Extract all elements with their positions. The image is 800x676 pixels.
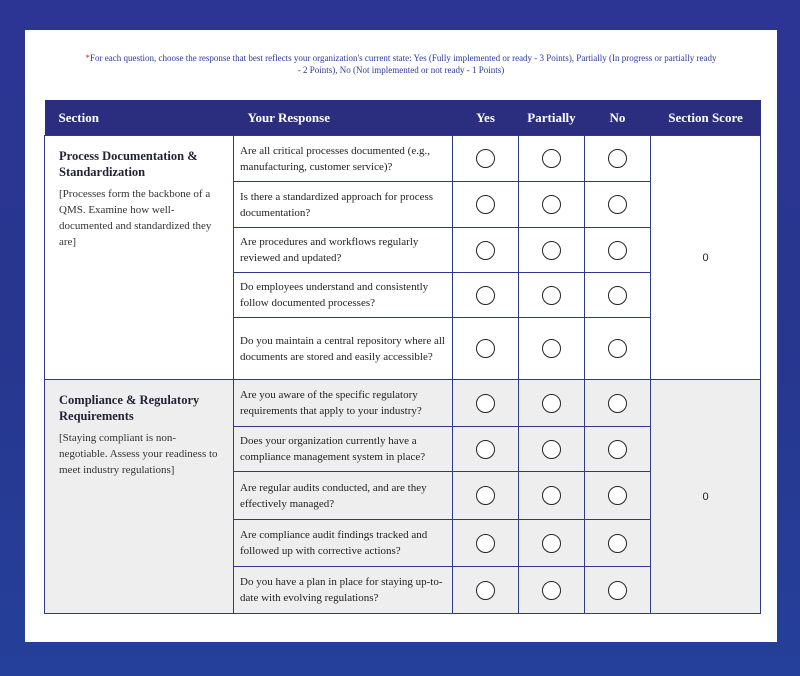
- radio-yes[interactable]: [476, 339, 495, 358]
- radio-yes[interactable]: [476, 581, 495, 600]
- radio-partially[interactable]: [542, 241, 561, 260]
- radio-partially[interactable]: [542, 486, 561, 505]
- radio-partially[interactable]: [542, 534, 561, 553]
- assessment-table: [44, 100, 761, 614]
- radio-cell-partially: [519, 567, 585, 614]
- radio-cell-partially: [519, 228, 585, 273]
- table-header-row: [45, 100, 761, 136]
- header-response: Your Response: [234, 100, 453, 136]
- radio-yes[interactable]: [476, 241, 495, 260]
- question-text: Do you maintain a central repository where all documents are stored and easily accessible?: [234, 318, 453, 380]
- radio-no[interactable]: [608, 534, 627, 553]
- section-cell: [45, 380, 234, 614]
- instructions-text: [85, 52, 717, 76]
- radio-cell-no: [585, 228, 651, 273]
- radio-cell-no: [585, 380, 651, 427]
- header-yes: Yes: [453, 100, 519, 136]
- radio-cell-partially: [519, 472, 585, 520]
- section-score: 0: [651, 136, 761, 380]
- radio-cell-partially: [519, 380, 585, 427]
- radio-partially[interactable]: [542, 286, 561, 305]
- radio-cell-partially: [519, 318, 585, 380]
- radio-cell-yes: [453, 427, 519, 472]
- question-text: Are you aware of the specific regulatory requirements that apply to your industry?: [234, 380, 453, 427]
- radio-no[interactable]: [608, 286, 627, 305]
- radio-cell-partially: [519, 520, 585, 567]
- radio-cell-yes: [453, 472, 519, 520]
- required-asterisk: *: [85, 53, 90, 63]
- radio-no[interactable]: [608, 339, 627, 358]
- radio-cell-partially: [519, 427, 585, 472]
- radio-cell-yes: [453, 380, 519, 427]
- radio-no[interactable]: [608, 440, 627, 459]
- header-section: Section: [45, 100, 234, 136]
- radio-no[interactable]: [608, 486, 627, 505]
- instructions-body: For each question, choose the response that best reflects your organization's current state: Yes (Fully implemented or ready - 3 Points), Partially (In progress or partially ready - 2 Points), No (Not implemented or not ready - 1 Points): [89, 53, 717, 75]
- radio-partially[interactable]: [542, 440, 561, 459]
- section-description: [Processes form the backbone of a QMS. Examine how well-documented and standardized they are]: [59, 188, 212, 248]
- radio-cell-no: [585, 567, 651, 614]
- assessment-card: [25, 30, 777, 642]
- radio-partially[interactable]: [542, 195, 561, 214]
- radio-yes[interactable]: [476, 149, 495, 168]
- question-text: Are regular audits conducted, and are they effectively managed?: [234, 472, 453, 520]
- radio-partially[interactable]: [542, 394, 561, 413]
- radio-yes[interactable]: [476, 440, 495, 459]
- radio-cell-yes: [453, 136, 519, 182]
- radio-partially[interactable]: [542, 339, 561, 358]
- radio-no[interactable]: [608, 394, 627, 413]
- question-text: Is there a standardized approach for process documentation?: [234, 182, 453, 228]
- header-no: No: [585, 100, 651, 136]
- radio-cell-no: [585, 427, 651, 472]
- radio-cell-partially: [519, 136, 585, 182]
- radio-cell-yes: [453, 567, 519, 614]
- section-title: Process Documentation & Standardization: [59, 149, 198, 179]
- radio-cell-no: [585, 182, 651, 228]
- question-text: Are compliance audit findings tracked and followed up with corrective actions?: [234, 520, 453, 567]
- radio-no[interactable]: [608, 581, 627, 600]
- question-text: Are procedures and workflows regularly reviewed and updated?: [234, 228, 453, 273]
- radio-yes[interactable]: [476, 394, 495, 413]
- section-description: [Staying compliant is non-negotiable. Assess your readiness to meet industry regulations]: [59, 432, 218, 476]
- question-row: [45, 380, 761, 427]
- radio-yes[interactable]: [476, 195, 495, 214]
- section-title: Compliance & Regulatory Requirements: [59, 393, 200, 423]
- radio-cell-no: [585, 520, 651, 567]
- radio-cell-partially: [519, 182, 585, 228]
- radio-no[interactable]: [608, 241, 627, 260]
- radio-cell-partially: [519, 273, 585, 318]
- radio-cell-yes: [453, 228, 519, 273]
- radio-cell-no: [585, 273, 651, 318]
- radio-partially[interactable]: [542, 581, 561, 600]
- radio-cell-yes: [453, 318, 519, 380]
- radio-cell-no: [585, 136, 651, 182]
- section-score: 0: [651, 380, 761, 614]
- radio-cell-yes: [453, 182, 519, 228]
- section-cell: [45, 136, 234, 380]
- radio-partially[interactable]: [542, 149, 561, 168]
- radio-yes[interactable]: [476, 286, 495, 305]
- radio-cell-no: [585, 318, 651, 380]
- header-partially: Partially: [519, 100, 585, 136]
- header-section-score: Section Score: [651, 100, 761, 136]
- question-text: Do employees understand and consistently follow documented processes?: [234, 273, 453, 318]
- radio-cell-yes: [453, 520, 519, 567]
- question-row: [45, 136, 761, 182]
- question-text: Does your organization currently have a compliance management system in place?: [234, 427, 453, 472]
- radio-yes[interactable]: [476, 534, 495, 553]
- radio-no[interactable]: [608, 195, 627, 214]
- question-text: Are all critical processes documented (e.g., manufacturing, customer service)?: [234, 136, 453, 182]
- question-text: Do you have a plan in place for staying up-to-date with evolving regulations?: [234, 567, 453, 614]
- radio-cell-yes: [453, 273, 519, 318]
- radio-yes[interactable]: [476, 486, 495, 505]
- radio-no[interactable]: [608, 149, 627, 168]
- radio-cell-no: [585, 472, 651, 520]
